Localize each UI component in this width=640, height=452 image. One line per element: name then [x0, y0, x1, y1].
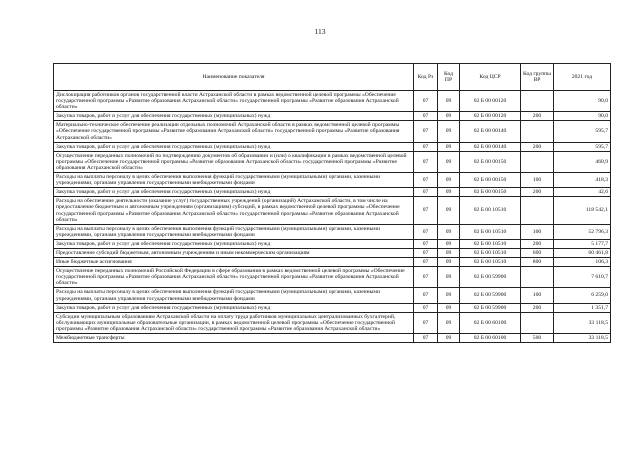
cell-rz-code: 07 — [414, 173, 438, 188]
cell-indicator-name: Субсидии муниципальным образованиям Астраханской области на оплату труда работников муниципальных централизованных бухгалтерий, обслуживающих муниципальные образовательные организации, в рамках ведомственной целевой программы «Обеспечение государственной программы «Развитие образования Астраханской области» государственной программы «Развитие образования Астраханской области» — [54, 312, 414, 333]
cell-vr-code: 800 — [521, 258, 554, 267]
cell-amount: 1 351,7 — [554, 303, 611, 312]
cell-vr-code: 200 — [521, 303, 554, 312]
cell-pr-code: 09 — [438, 288, 460, 303]
header-rz-code: Код Рз — [414, 64, 438, 91]
cell-amount: 460,9 — [554, 151, 611, 172]
cell-pr-code: 09 — [438, 91, 460, 112]
cell-pr-code: 09 — [438, 267, 460, 288]
header-pr-code: Код ПР — [438, 64, 460, 91]
cell-pr-code: 09 — [438, 312, 460, 333]
header-vr-code: Код группы ВР — [521, 64, 554, 91]
table-row — [54, 173, 611, 188]
cell-indicator-name: Предоставление субсидий бюджетным, автономным учреждениям и иным некоммерческим организациям — [54, 248, 414, 257]
cell-indicator-name: Материально-техническое обеспечение реализации отдельных полномочий Астраханской области в рамках ведомственной целевой программы «Обеспечение государственной программы «Развитие образования Астраханской области» государственной программы «Развитие образования Астраханской области» — [54, 121, 414, 142]
cell-rz-code: 07 — [414, 197, 438, 224]
cell-vr-code — [521, 121, 554, 142]
cell-pr-code: 09 — [438, 142, 460, 151]
cell-rz-code: 07 — [414, 334, 438, 343]
cell-rz-code: 07 — [414, 239, 438, 248]
cell-indicator-name: Осуществление переданных полномочий Российской Федерации в сфере образования в рамках ведомственной целевой программы «Обеспечение государственной программы «Развитие образования Астраханской области» государственной программы «Развитие образования Астраханской области» — [54, 267, 414, 288]
cell-pr-code: 09 — [438, 334, 460, 343]
cell-indicator-name: Межбюджетные трансферты — [54, 334, 414, 343]
cell-indicator-name: Расходы на обеспечение деятельности (оказание услуг) государственных учреждений (организаций) Астраханской области, в том числе на предоставление бюджетным и автономным учреждениям (организациям) субсидий, в рамках ведомственной целевой программы «Обеспечение государственной программы «Развитие образования Астраханской области» государственной программы «Развитие образования Астраханской области» — [54, 197, 414, 224]
cell-amount: 5 177,7 — [554, 239, 611, 248]
cell-csr-code: 02 Б 00 10510 — [460, 248, 521, 257]
cell-rz-code: 07 — [414, 303, 438, 312]
table-header-row — [54, 64, 611, 91]
cell-indicator-name: Дислокирация работников органов государственной власти Астраханской области в рамках ведомственной целевой программы «Обеспечение государственной программы «Развитие образования Астраханской области» государственной программы «Развитие образования Астраханской области» — [54, 91, 414, 112]
cell-vr-code — [521, 197, 554, 224]
cell-amount: 33 118,5 — [554, 334, 611, 343]
table-row — [54, 224, 611, 239]
table-row — [54, 188, 611, 197]
cell-vr-code: 100 — [521, 224, 554, 239]
cell-csr-code: 02 Б 00 00150 — [460, 188, 521, 197]
cell-amount: 106,3 — [554, 258, 611, 267]
page-number: 113 — [314, 27, 326, 36]
table-row — [54, 312, 611, 333]
cell-rz-code: 07 — [414, 258, 438, 267]
cell-vr-code: 100 — [521, 173, 554, 188]
cell-vr-code — [521, 312, 554, 333]
cell-amount: 7 610,7 — [554, 267, 611, 288]
cell-pr-code: 09 — [438, 224, 460, 239]
table-body — [54, 91, 611, 343]
cell-pr-code: 09 — [438, 239, 460, 248]
cell-indicator-name: Иные бюджетные ассигнования — [54, 258, 414, 267]
cell-rz-code: 07 — [414, 142, 438, 151]
cell-indicator-name: Закупка товаров, работ и услуг для обеспечения государственных (муниципальных) нужд — [54, 142, 414, 151]
table-row — [54, 112, 611, 121]
table-row — [54, 239, 611, 248]
cell-amount: 90,0 — [554, 112, 611, 121]
table-row — [54, 121, 611, 142]
cell-csr-code: 02 Б 00 10510 — [460, 239, 521, 248]
cell-pr-code: 09 — [438, 188, 460, 197]
cell-csr-code: 02 Б 00 00150 — [460, 173, 521, 188]
cell-indicator-name: Закупка товаров, работ и услуг для обеспечения государственных (муниципальных) нужд — [54, 112, 414, 121]
cell-csr-code: 02 Б 00 59900 — [460, 288, 521, 303]
cell-vr-code — [521, 151, 554, 172]
cell-pr-code: 09 — [438, 151, 460, 172]
cell-csr-code: 02 Б 00 00150 — [460, 151, 521, 172]
cell-pr-code: 09 — [438, 112, 460, 121]
header-indicator-name: Наименование показателя — [54, 64, 414, 91]
cell-csr-code: 02 Б 00 00120 — [460, 91, 521, 112]
cell-indicator-name: Осуществление переданных полномочий по подтверждению документов об образовании и (или) о квалификации в рамках ведомственной целевой программы «Обеспечение государственной программы «Развитие образования Астраханской области» государственной программы «Развитие образования Астраханской области» — [54, 151, 414, 172]
cell-csr-code: 02 Б 00 10510 — [460, 224, 521, 239]
cell-csr-code: 02 Б 00 60100 — [460, 312, 521, 333]
cell-amount: 52 796,3 — [554, 224, 611, 239]
cell-vr-code: 200 — [521, 239, 554, 248]
cell-amount: 595,7 — [554, 121, 611, 142]
cell-rz-code: 07 — [414, 121, 438, 142]
header-year-2021: 2021 год — [554, 64, 611, 91]
cell-csr-code: 02 Б 00 00120 — [460, 112, 521, 121]
cell-csr-code: 02 Б 00 59900 — [460, 303, 521, 312]
header-csr-code: Код ЦСР — [460, 64, 521, 91]
cell-pr-code: 09 — [438, 173, 460, 188]
cell-csr-code: 02 Б 00 60100 — [460, 334, 521, 343]
cell-csr-code: 02 Б 00 59900 — [460, 267, 521, 288]
cell-vr-code — [521, 91, 554, 112]
cell-indicator-name: Расходы на выплаты персоналу в целях обеспечения выполнения функций государственными (муниципальными) органами, казенными учреждениями, органами управления государственными внебюджетными фондами — [54, 224, 414, 239]
cell-pr-code: 09 — [438, 197, 460, 224]
cell-vr-code: 600 — [521, 248, 554, 257]
cell-indicator-name: Закупка товаров, работ и услуг для обеспечения государственных (муниципальных) нужд — [54, 303, 414, 312]
cell-csr-code: 02 Б 00 00140 — [460, 142, 521, 151]
cell-indicator-name: Закупка товаров, работ и услуг для обеспечения государственных (муниципальных) нужд — [54, 239, 414, 248]
cell-amount: 90,0 — [554, 91, 611, 112]
table-row — [54, 248, 611, 257]
cell-amount: 118 542,1 — [554, 197, 611, 224]
cell-rz-code: 07 — [414, 112, 438, 121]
table-row — [54, 267, 611, 288]
table-row — [54, 288, 611, 303]
budget-table — [53, 63, 611, 343]
table-row — [54, 258, 611, 267]
cell-amount: 418,3 — [554, 173, 611, 188]
cell-vr-code: 100 — [521, 288, 554, 303]
cell-amount: 60 461,8 — [554, 248, 611, 257]
cell-csr-code: 02 Б 00 10510 — [460, 197, 521, 224]
cell-indicator-name: Расходы на выплаты персоналу в целях обеспечения выполнения функций государственными (муниципальными) органами, казенными учреждениями, органами управления государственными внебюджетными фондами — [54, 288, 414, 303]
cell-indicator-name: Расходы на выплаты персоналу в целях обеспечения выполнения функций государственными (муниципальными) органами, казенными учреждениями, органами управления государственными внебюджетными фондами — [54, 173, 414, 188]
cell-pr-code: 09 — [438, 248, 460, 257]
cell-rz-code: 07 — [414, 224, 438, 239]
cell-amount: 33 118,5 — [554, 312, 611, 333]
table-row — [54, 142, 611, 151]
table-row — [54, 151, 611, 172]
cell-rz-code: 07 — [414, 91, 438, 112]
cell-vr-code: 200 — [521, 142, 554, 151]
cell-pr-code: 09 — [438, 303, 460, 312]
cell-pr-code: 09 — [438, 121, 460, 142]
table-row — [54, 91, 611, 112]
cell-rz-code: 07 — [414, 312, 438, 333]
table-row — [54, 197, 611, 224]
cell-rz-code: 07 — [414, 267, 438, 288]
cell-vr-code: 200 — [521, 188, 554, 197]
cell-vr-code — [521, 267, 554, 288]
cell-csr-code: 02 Б 00 10510 — [460, 258, 521, 267]
cell-rz-code: 07 — [414, 188, 438, 197]
cell-vr-code: 500 — [521, 334, 554, 343]
cell-rz-code: 07 — [414, 248, 438, 257]
cell-csr-code: 02 Б 00 00140 — [460, 121, 521, 142]
table-row — [54, 334, 611, 343]
cell-amount: 595,7 — [554, 142, 611, 151]
cell-amount: 42,6 — [554, 188, 611, 197]
cell-rz-code: 07 — [414, 151, 438, 172]
cell-indicator-name: Закупка товаров, работ и услуг для обеспечения государственных (муниципальных) нужд — [54, 188, 414, 197]
cell-amount: 6 259,0 — [554, 288, 611, 303]
cell-pr-code: 09 — [438, 258, 460, 267]
cell-vr-code: 200 — [521, 112, 554, 121]
table-row — [54, 303, 611, 312]
cell-rz-code: 07 — [414, 288, 438, 303]
